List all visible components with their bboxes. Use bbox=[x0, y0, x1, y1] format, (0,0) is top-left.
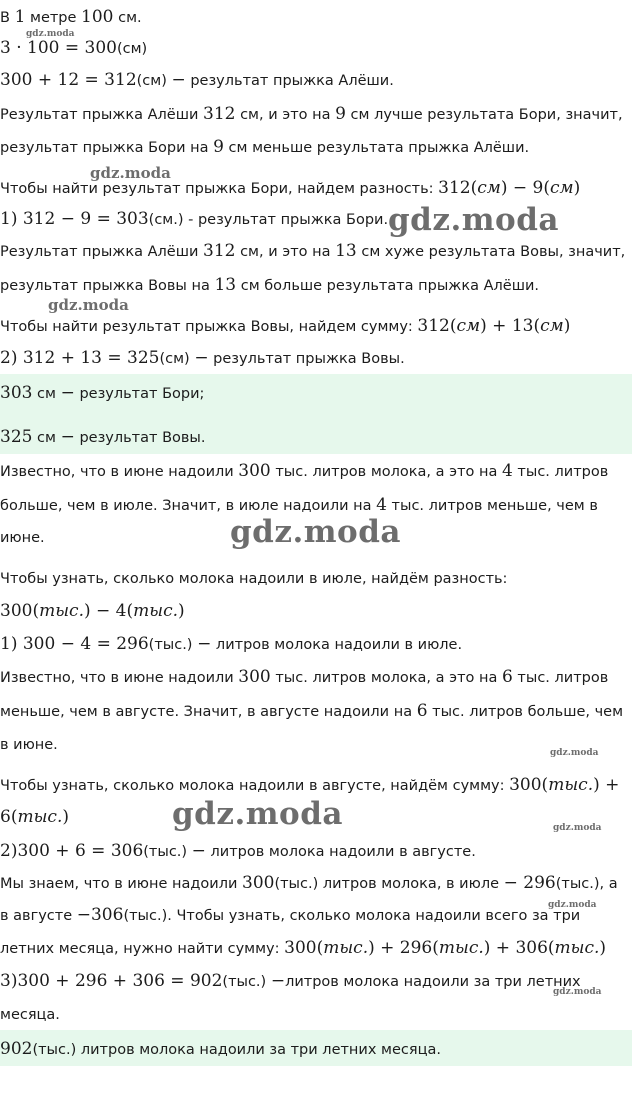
text-line: летних месяца, нужно найти сумму: 300(тыс.) + 296(тыс.) + 306(тыс.) bbox=[0, 938, 607, 958]
text-line: результат прыжка Вовы на 13 см больше результата прыжка Алёши. bbox=[0, 275, 540, 295]
math-line: 1) 312 − 9 = 303(см.) - результат прыжка Бори. bbox=[0, 209, 389, 229]
text-line: Известно, что в июне надоили 300 тыс. литров молока, а это на 6 тыс. литров bbox=[0, 667, 609, 687]
watermark: gdz.moda bbox=[553, 823, 602, 833]
text-line: Мы знаем, что в июне надоили 300(тыс.) литров молока, в июле − 296(тыс.), а bbox=[0, 873, 618, 893]
watermark: gdz.moda bbox=[548, 900, 597, 910]
watermark: gdz.moda bbox=[90, 164, 171, 182]
answer-line-vovy: 325 см − результат Вовы. bbox=[0, 427, 206, 447]
watermark: gdz.moda bbox=[553, 987, 602, 997]
watermark: gdz.moda bbox=[388, 202, 559, 238]
text-line: результат прыжка Бори на 9 см меньше результата прыжка Алёши. bbox=[0, 137, 530, 157]
text-line: Результат прыжка Алёши 312 см, и это на 13 см хуже результата Вовы, значит, bbox=[0, 241, 626, 261]
text-line: меньше, чем в августе. Значит, в августе надоили на 6 тыс. литров больше, чем bbox=[0, 701, 624, 721]
watermark: gdz.moda bbox=[26, 29, 75, 39]
math-line: 2) 312 + 13 = 325(см) − результат прыжка Вовы. bbox=[0, 348, 405, 368]
text-line: в августе −306(тыс.). Чтобы узнать, сколько молока надоили всего за три bbox=[0, 905, 581, 925]
watermark: gdz.moda bbox=[172, 796, 343, 832]
text-line: больше, чем в июле. Значит, в июле надоили на 4 тыс. литров меньше, чем в bbox=[0, 495, 598, 515]
text-line: Чтобы найти результат прыжка Бори, найдем разность: 312(см) − 9(см) bbox=[0, 178, 581, 198]
watermark: gdz.moda bbox=[48, 296, 129, 314]
watermark: gdz.moda bbox=[230, 514, 401, 550]
math-line: 300 + 12 = 312(см) − результат прыжка Алёши. bbox=[0, 70, 394, 90]
text-line: Чтобы узнать, сколько молока надоили в августе, найдём сумму: 300(тыс.) + bbox=[0, 775, 620, 795]
text-line: Чтобы найти результат прыжка Вовы, найдем сумму: 312(см) + 13(см) bbox=[0, 316, 571, 336]
math-line: 300(тыс.) − 4(тыс.) bbox=[0, 601, 185, 621]
math-line: 6(тыс.) bbox=[0, 807, 69, 827]
math-line: 2)300 + 6 = 306(тыс.) − литров молока надоили в августе. bbox=[0, 841, 476, 861]
math-line: 3)300 + 296 + 306 = 902(тыс.) −литров молока надоили за три летних bbox=[0, 971, 581, 991]
text-line: месяца. bbox=[0, 1007, 60, 1023]
math-line: 3 · 100 = 300(см) bbox=[0, 38, 148, 58]
text-line: Чтобы узнать, сколько молока надоили в июле, найдём разность: bbox=[0, 571, 508, 587]
text-line: июне. bbox=[0, 530, 45, 546]
text-line: в июне. bbox=[0, 737, 58, 753]
text-line: Известно, что в июне надоили 300 тыс. литров молока, а это на 4 тыс. литров bbox=[0, 461, 609, 481]
text-line: Результат прыжка Алёши 312 см, и это на 9 см лучше результата Бори, значит, bbox=[0, 104, 623, 124]
math-line: 1) 300 − 4 = 296(тыс.) − литров молока надоили в июле. bbox=[0, 634, 463, 654]
answer-line-bori: 303 см − результат Бори; bbox=[0, 383, 205, 403]
watermark: gdz.moda bbox=[550, 748, 599, 758]
final-answer-line: 902(тыс.) литров молока надоили за три летних месяца. bbox=[0, 1039, 441, 1059]
text-line: В 1 метре 100 см. bbox=[0, 7, 142, 27]
